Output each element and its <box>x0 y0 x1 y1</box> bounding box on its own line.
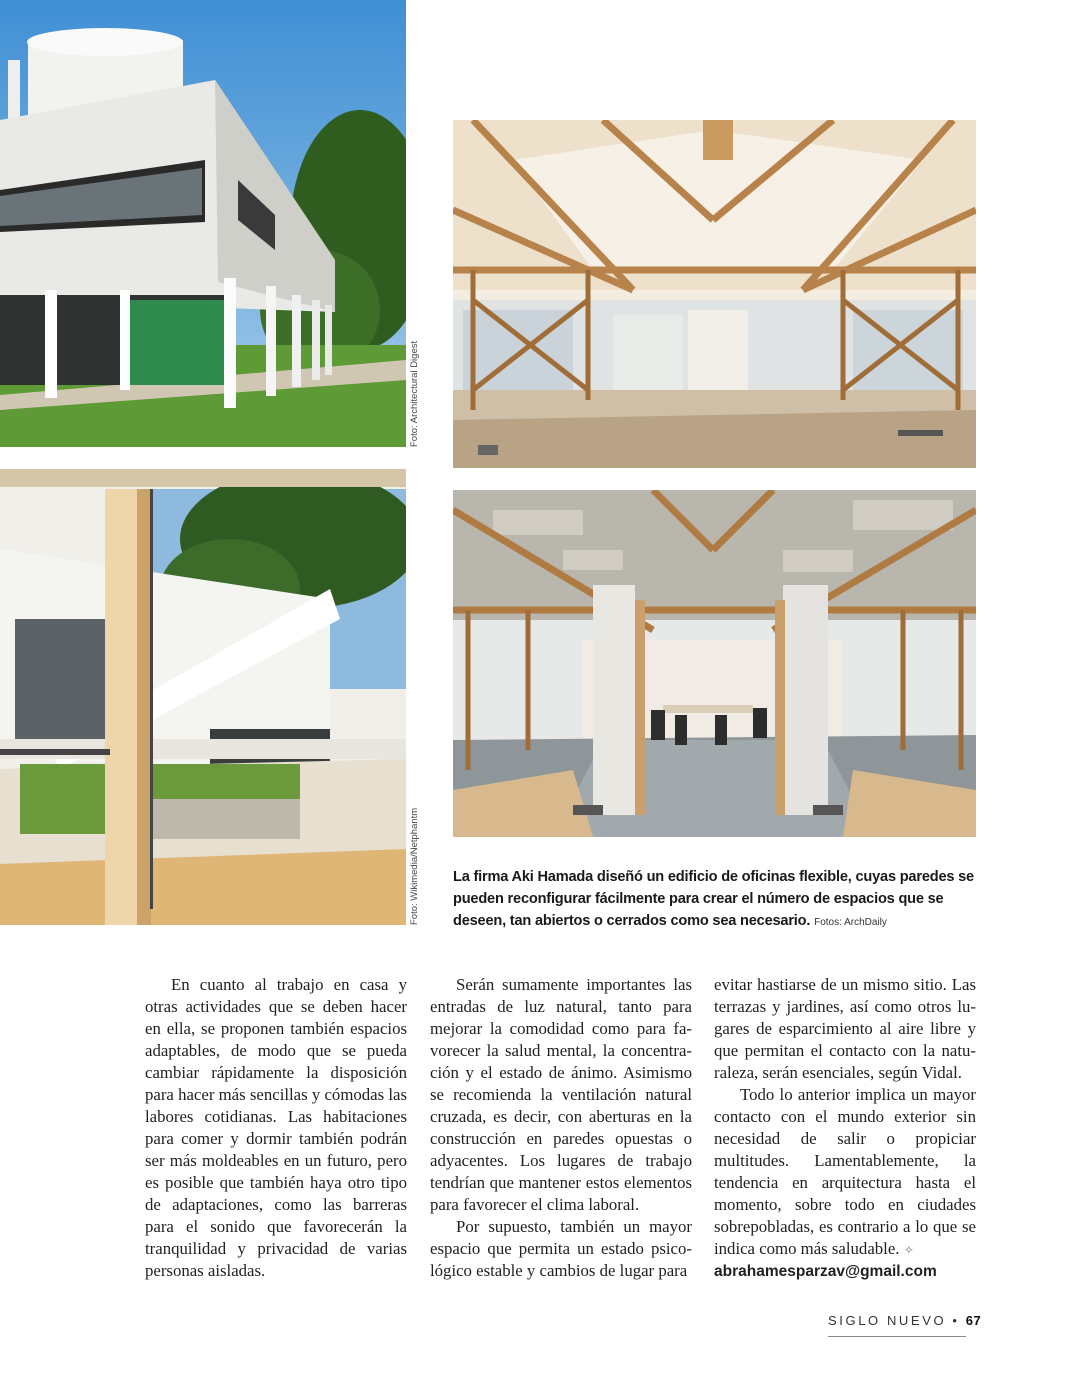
folio-separator: • <box>952 1313 960 1328</box>
page-number: 67 <box>965 1313 982 1328</box>
article-paragraph: Serán sumamente importantes las entradas de luz natural, tanto para mejorar la comodidad como para favorecer la salud mental, la concentración y el estado de ánimo. Asimismo se recomienda la ventilación natural cruzada, es decir, con aberturas en la construcción en paredes opuestas o adyacentes. Los lugares de trabajo tendrían que mantener estos elementos para favorecer el clima laboral. <box>430 975 692 1214</box>
end-mark-icon: ✧ <box>903 1243 914 1257</box>
villa-interior-credit: Foto: Wikimedia/Netphantm <box>409 807 420 925</box>
villa-interior-photo <box>0 469 406 925</box>
article-column-3 <box>714 974 976 1283</box>
article-column-2 <box>430 974 692 1282</box>
footer-rule <box>828 1336 966 1337</box>
author-email[interactable]: abrahamesparzav@gmail.com <box>714 1263 937 1280</box>
article-paragraph: Por supuesto, también un mayor espacio que permita un estado psicológico estable y cambios de lugar para <box>430 1217 692 1280</box>
final-paragraph-text: Todo lo anterior implica un mayor contacto con el mundo exterior sin necesidad de salir o propiciar multitudes. Lamentablemente, la tendencia en arquitectura hasta el momento, sobre todo en ciudades sobrepobladas, es contrario a lo que se indica como más saludable. <box>714 1085 976 1258</box>
villa-exterior-credit: Foto: Architectural Digest <box>409 340 420 447</box>
page-footer <box>828 1313 982 1328</box>
caption-text: La firma Aki Hamada diseñó un edificio de oficinas flexible, cuyas paredes se pueden reconfigurar fácilmente para crear el número de espacios que se deseen, tan abiertos o cerrados como sea necesario. <box>453 869 974 929</box>
photo-caption <box>453 866 983 934</box>
villa-exterior-photo <box>0 0 406 447</box>
article-paragraph: En cuanto al trabajo en casa y otras actividades que se deben hacer en ella, se proponen también espacios adaptables, de modo que se pueda cambiar rápidamente la disposición para hacer más sencillas y cómodas las labores cotidianas. Las habitaciones para comer y dormir también podrán ser más moldeables en un futuro, pero es posible que también haya otro tipo de adaptaciones, como las barreras para el sonido que favorecerán la tranquilidad y privacidad de varias personas aisladas. <box>145 975 407 1280</box>
caption-credit: Fotos: ArchDaily <box>814 917 887 928</box>
article-paragraph-final <box>714 1084 976 1261</box>
office-open-photo <box>453 120 976 468</box>
article-column-1 <box>145 974 407 1282</box>
magazine-name: SIGLO NUEVO <box>828 1313 947 1328</box>
office-partitioned-photo <box>453 490 976 837</box>
article-paragraph: evitar hastiarse de un mismo sitio. Las terrazas y jardines, así como otros lugares de esparcimiento al aire libre y que permitan el contacto con la naturaleza, serán esenciales, según Vidal. <box>714 975 976 1082</box>
